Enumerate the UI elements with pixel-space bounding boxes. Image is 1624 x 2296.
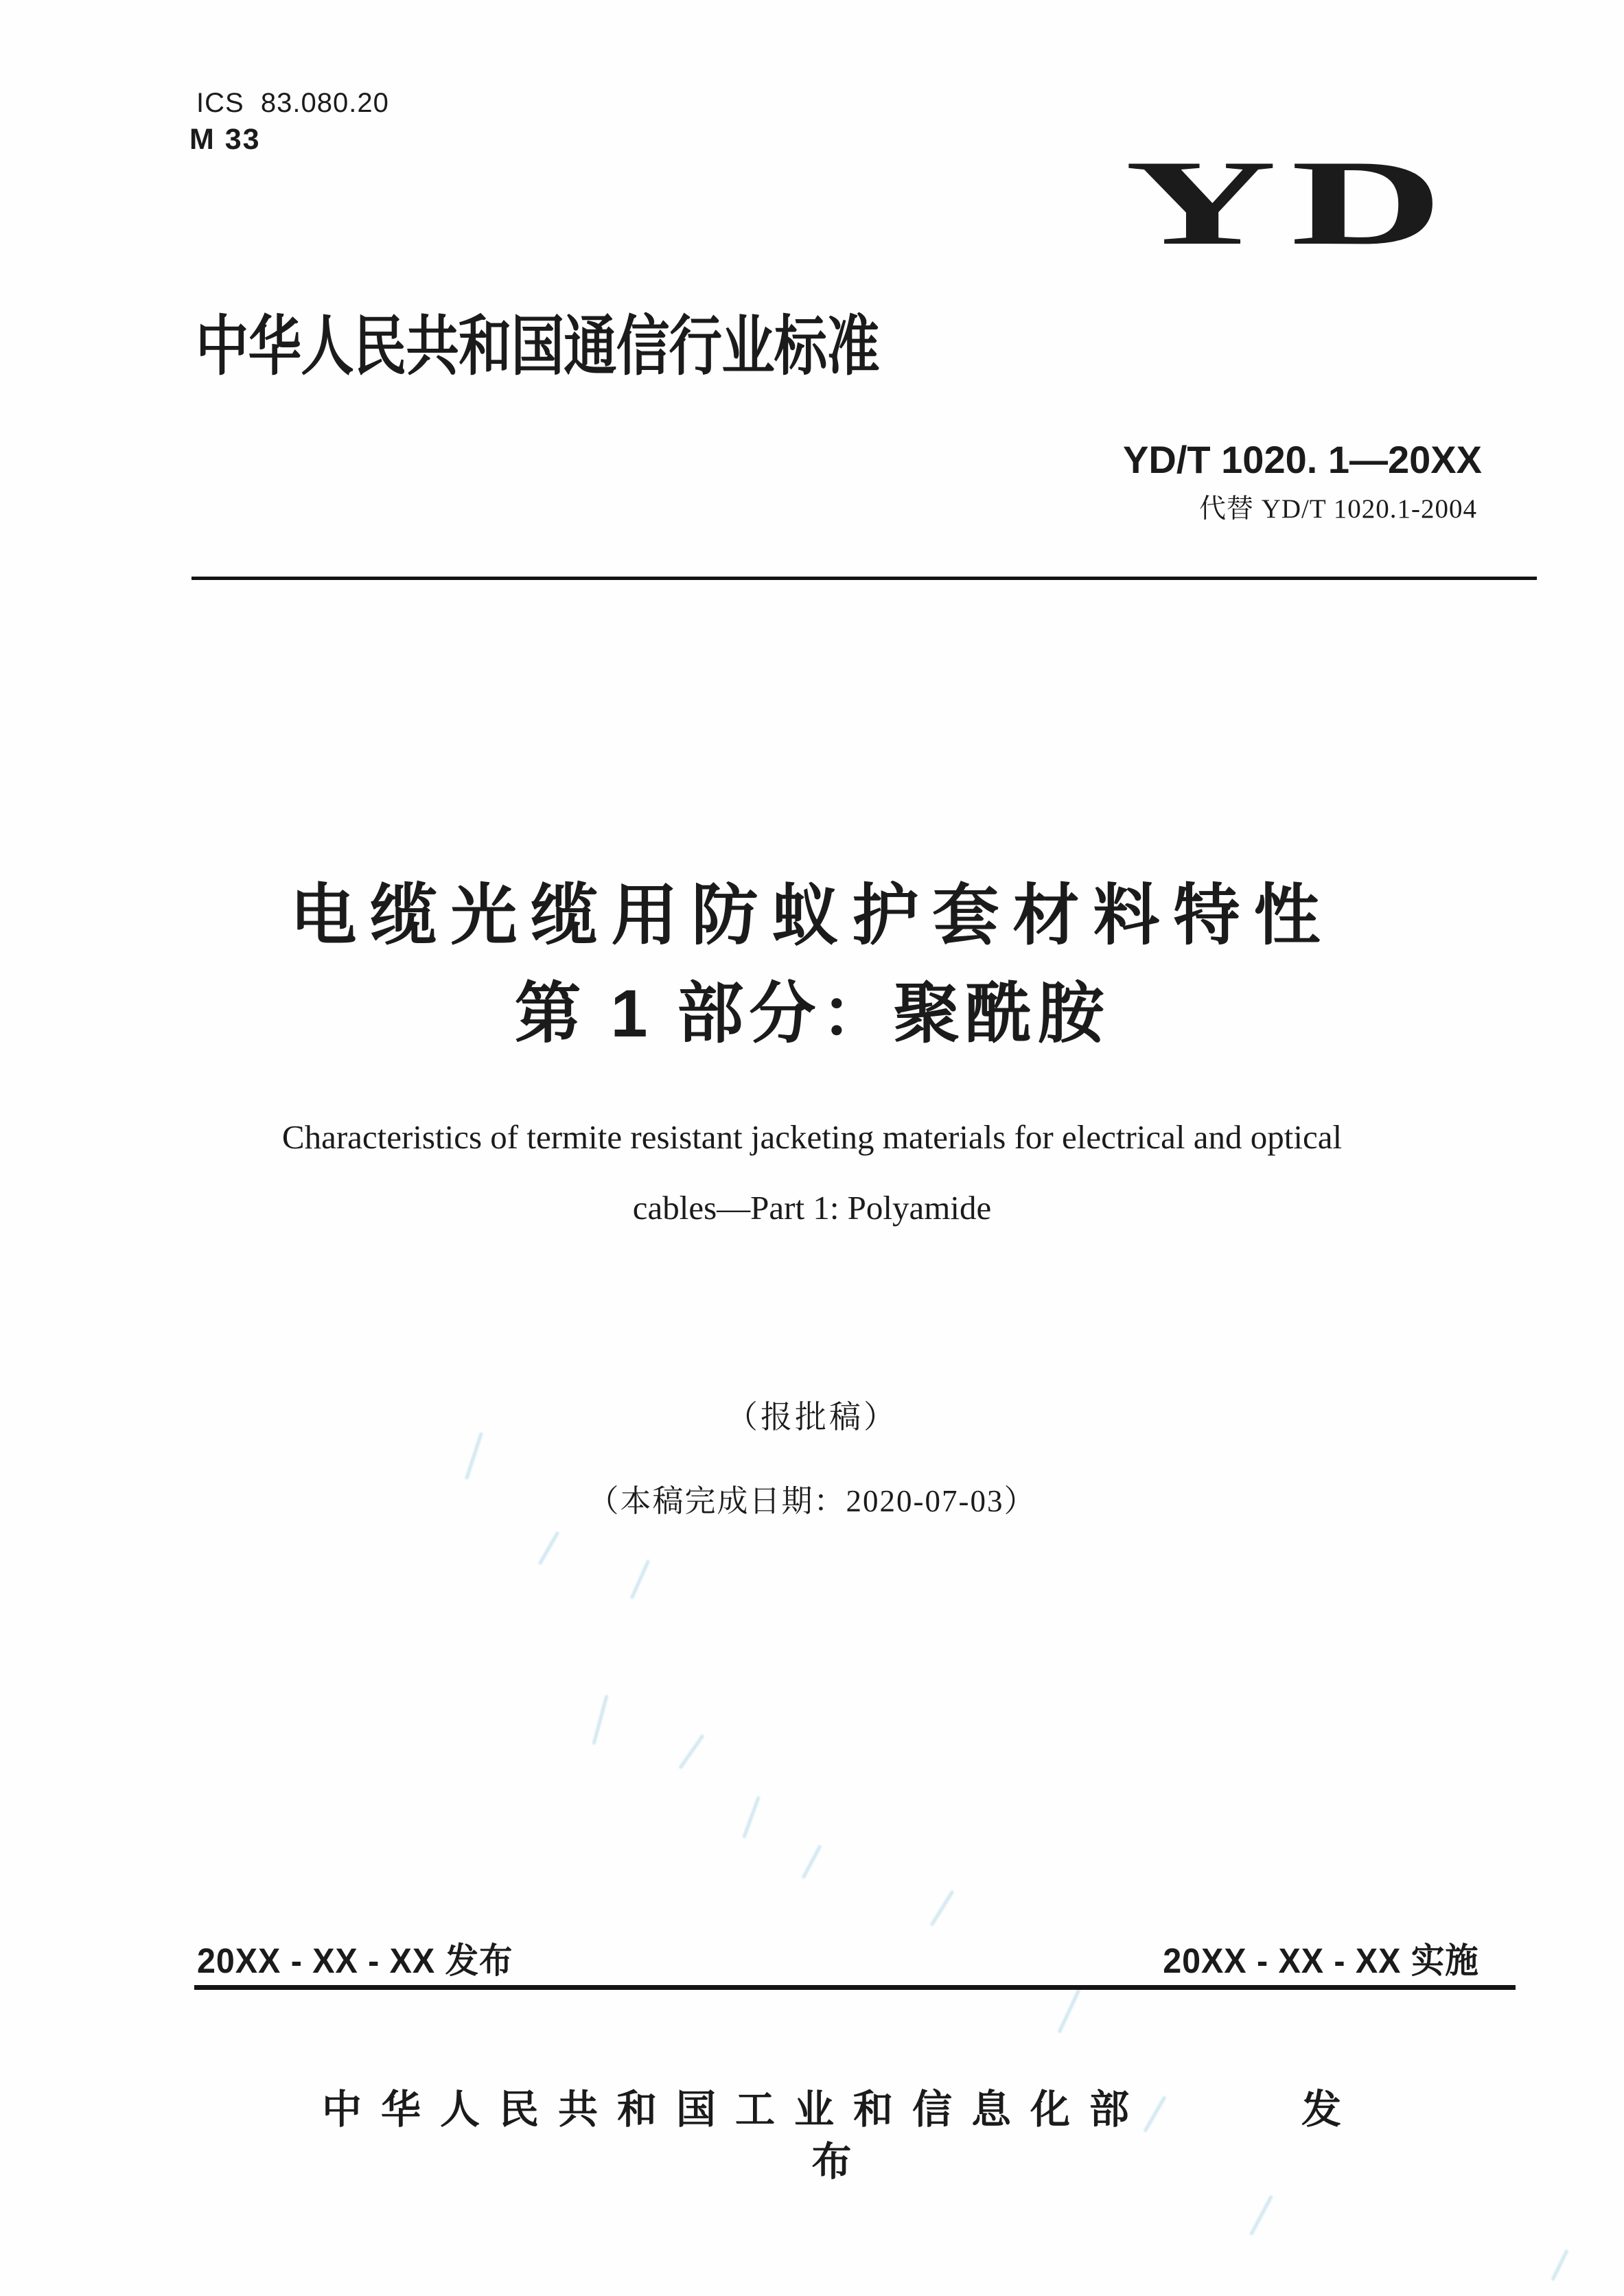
watermark-stroke [801,1844,822,1879]
watermark-stroke [465,1432,483,1480]
publisher-name: 中华人民共和国工业和信息化部 [322,2087,1149,2132]
release-label-second-char: 布 [811,2140,852,2184]
publisher-line1 [322,2087,1341,2132]
implement-date: 20XX - XX - XX 实施 [1163,1941,1479,1980]
watermark-stroke [630,1559,651,1600]
watermark-stroke [1551,2249,1568,2281]
standard-number: YD/T 1020. 1—20XX [1123,438,1482,481]
standard-type-title: 中华人民共和国通信行业标准 [196,310,879,383]
watermark-stroke [1249,2195,1273,2236]
title-english-line1: Characteristics of termite resistant jacketing materials for electrical and optical [281,1118,1343,1156]
publisher-block [322,2087,1341,2184]
draft-completion-date: （本稿完成日期：2020-07-03） [588,1484,1036,1518]
ics-code: ICS 83.080.20 [196,88,389,118]
issue-date: 20XX - XX - XX 发布 [197,1941,513,1980]
title-chinese-line2: 第 1 部分：聚酰胺 [514,976,1110,1051]
replaces-note: 代替 YD/T 1020.1-2004 [1198,494,1477,524]
watermark-stroke [742,1796,761,1839]
header-rule [192,577,1537,580]
title-english-line2: cables—Part 1: Polyamide [632,1189,992,1227]
title-chinese-line1: 电缆光缆用防蚁护套材料特性 [290,878,1334,953]
release-label-first-char: 发 [1301,2087,1341,2132]
watermark-stroke [929,1890,954,1927]
doc-classification-code: M 33 [189,123,261,156]
draft-status-note: （报批稿） [726,1400,898,1435]
watermark-stroke [538,1531,560,1565]
footer-rule [194,1985,1516,1990]
yd-logo: YD [1125,135,1457,270]
watermark-stroke [592,1695,608,1746]
watermark-stroke [678,1734,705,1770]
watermark-stroke [1057,1988,1080,2034]
